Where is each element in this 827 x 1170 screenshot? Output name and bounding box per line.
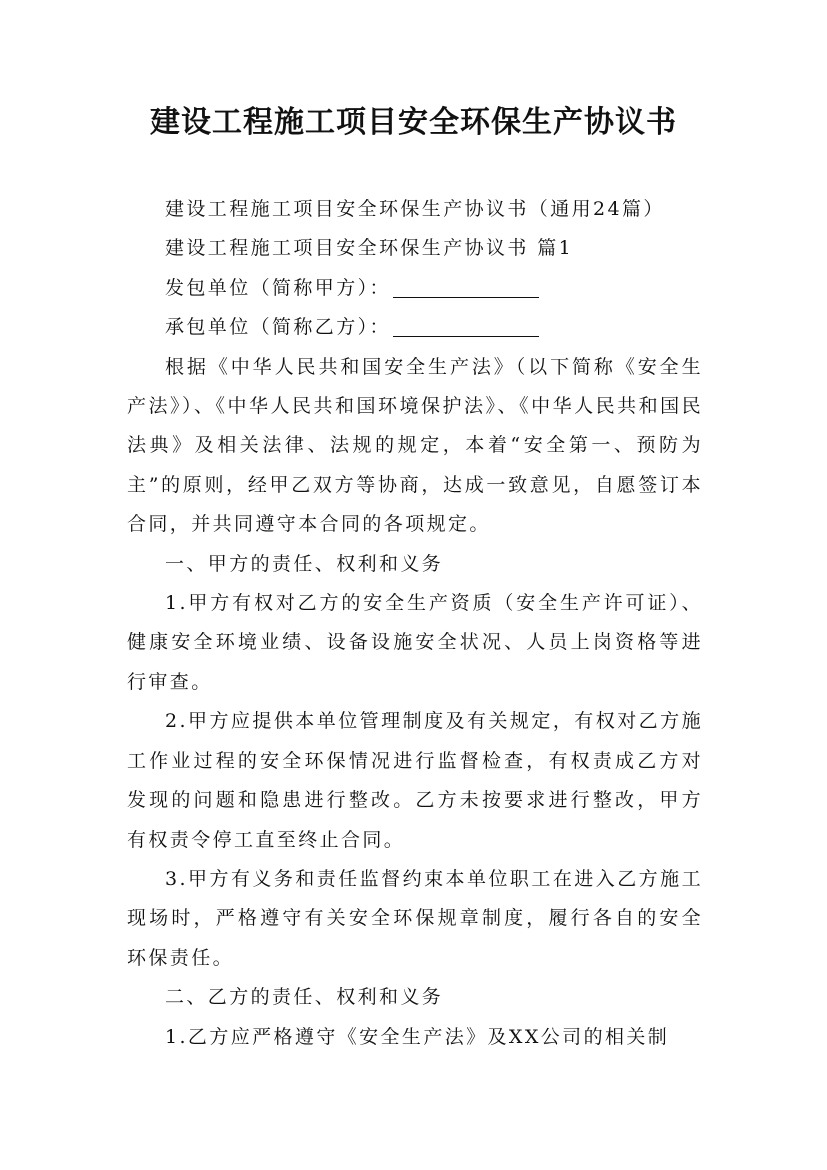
clause-1-1: 1.甲方有权对乙方的安全生产资质（安全生产许可证）、健康安全环境业绩、设备设施安全状况、人员上岗资格等进行审查。 xyxy=(127,592,703,693)
document-title: 建设工程施工项目安全环保生产协议书 xyxy=(150,105,677,140)
document-body xyxy=(127,190,703,1057)
party-b-line xyxy=(127,308,703,347)
document-subtitle: 建设工程施工项目安全环保生产协议书（通用24篇） xyxy=(165,198,665,220)
party-a-blank xyxy=(393,277,539,298)
clause-1-2: 2.甲方应提供本单位管理制度及有关规定，有权对乙方施工作业过程的安全环保情况进行监督检查，有权责成乙方对发现的问题和隐患进行整改。乙方未按要求进行整改，甲方有权责令停工直至终止合同。 xyxy=(127,710,703,851)
heading-party-a-duties: 一、甲方的责任、权利和义务 xyxy=(165,552,444,575)
party-b-label: 承包单位（简称乙方）： xyxy=(165,316,391,339)
party-a-label: 发包单位（简称甲方）： xyxy=(165,276,391,299)
clause-1-3: 3.甲方有义务和责任监督约束本单位职工在进入乙方施工现场时，严格遵守有关安全环保规章制度，履行各自的安全环保责任。 xyxy=(127,867,703,969)
party-b-blank xyxy=(393,316,539,337)
clause-2-1: 1.乙方应严格遵守《安全生产法》及XX公司的相关制 xyxy=(165,1025,670,1048)
party-a-line xyxy=(127,269,703,308)
section-title: 建设工程施工项目安全环保生产协议书 篇1 xyxy=(165,237,574,260)
heading-party-b-duties: 二、乙方的责任、权利和义务 xyxy=(165,986,444,1009)
intro-paragraph: 根据《中华人民共和国安全生产法》（以下简称《安全生产法》）、《中华人民共和国环境保护法》、《中华人民共和国民法典》及相关法律、法规的规定，本着“安全第一、预防为主”的原则，经甲乙双方等协商，达成一致意见，自愿签订本合同，并共同遵守本合同的各项规定。 xyxy=(127,355,703,536)
